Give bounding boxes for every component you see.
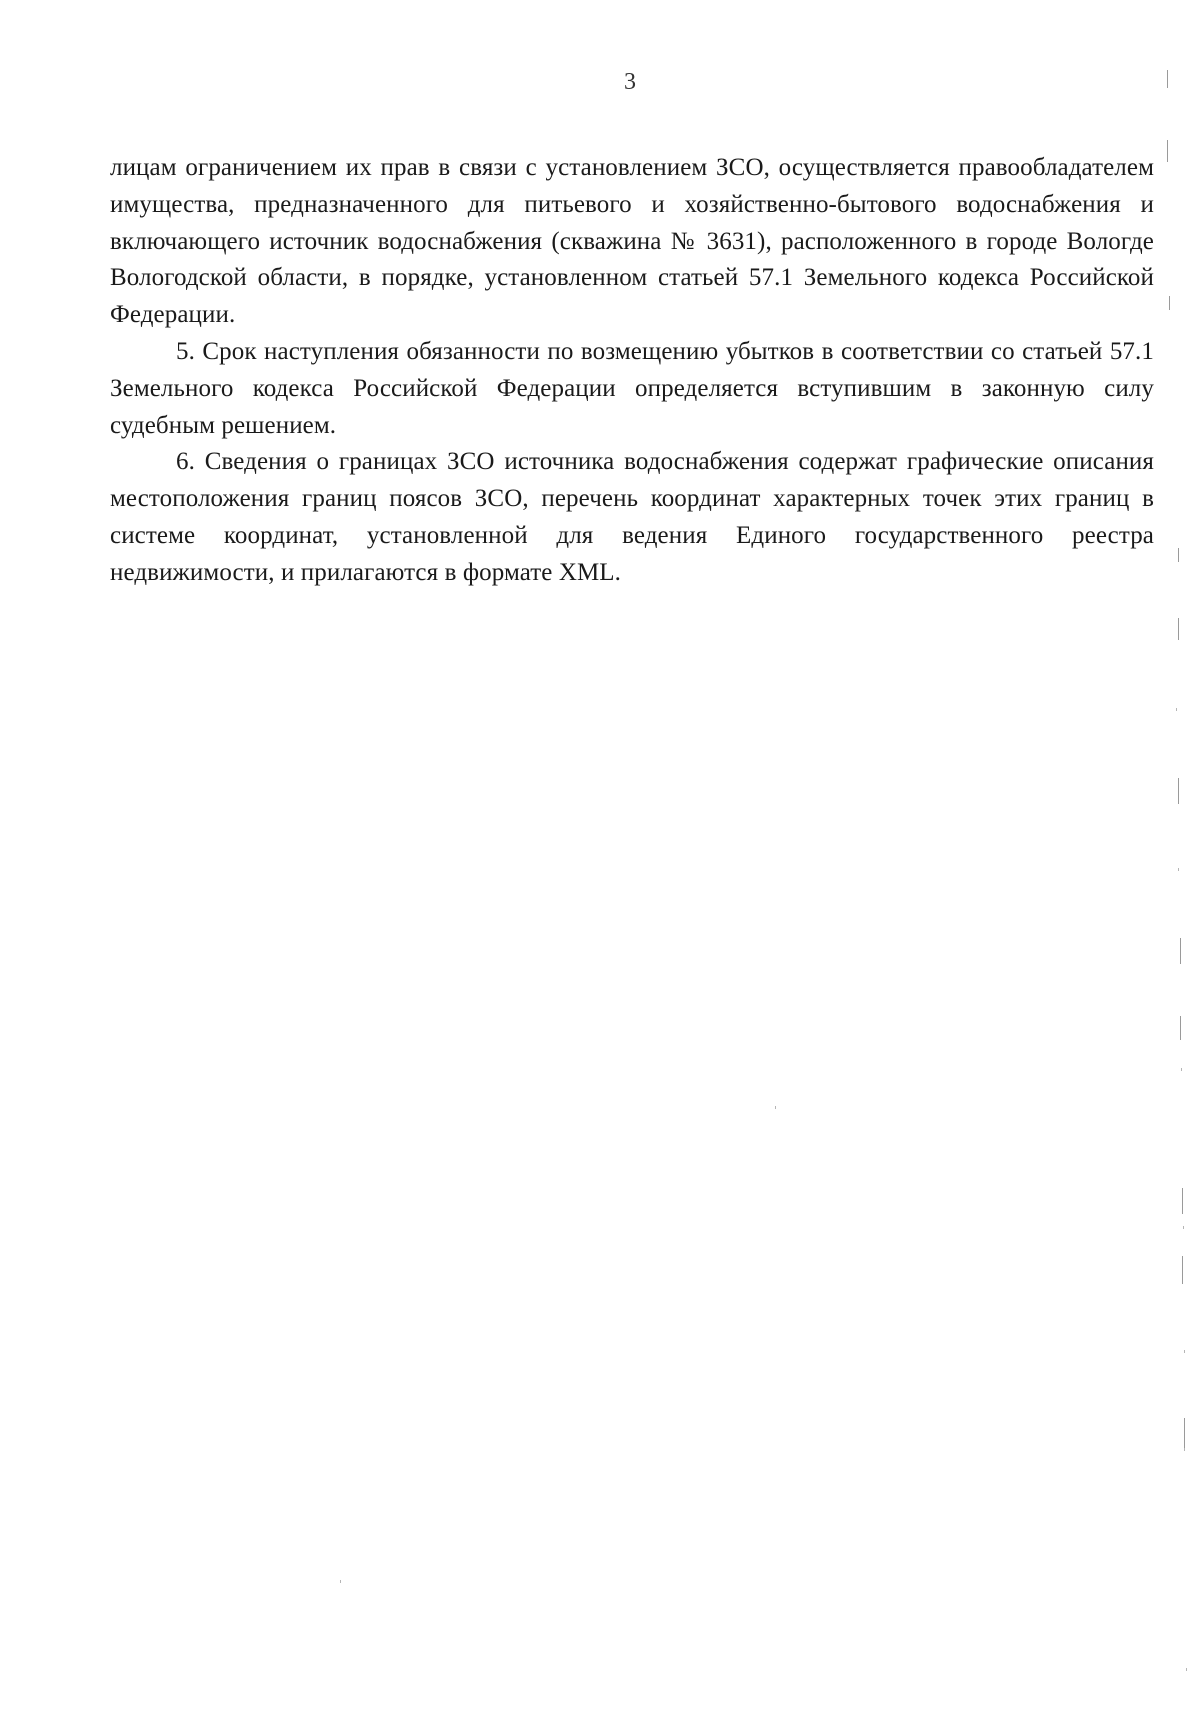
page-number: 3	[624, 69, 636, 95]
scan-mark	[1182, 1188, 1183, 1214]
scan-dot	[1181, 1068, 1182, 1071]
paragraph-continuation: лицам ограничением их прав в связи с установлением ЗСО, осуществляется правообладателем имущества, предназначенного для питьевого и хозяйственно-бытового водоснабжения и включающего источник водоснабжения (скважина № 3631), расположенного в городе Вологде Вологодской области, в порядке, установленном статьей 57.1 Земельного кодекса Российской Федерации.	[110, 154, 1154, 329]
scan-dot	[1183, 1226, 1184, 1229]
scan-dot	[1176, 708, 1177, 711]
scan-mark	[1167, 140, 1168, 162]
scan-mark	[1169, 296, 1170, 310]
scan-mark	[1178, 618, 1179, 640]
scan-mark	[1178, 548, 1179, 562]
scan-mark	[1180, 1016, 1181, 1040]
scan-mark	[1178, 778, 1179, 804]
paragraph-item-6: 6. Сведения о границах ЗСО источника водоснабжения содержат графические описания местоположения границ поясов ЗСО, перечень координат характерных точек этих границ в системе координат, установленной для ведения Единого государственного реестра недвижимости, и прилагаются в формате XML.	[110, 448, 1154, 586]
scan-dot	[1184, 1448, 1185, 1451]
scan-mark	[1167, 70, 1168, 88]
scan-dot	[775, 1106, 776, 1109]
scan-dot	[340, 1580, 341, 1583]
document-body	[110, 150, 1154, 592]
scan-dot	[1184, 1350, 1185, 1353]
scan-mark	[1180, 938, 1181, 964]
scan-dot	[1178, 868, 1179, 871]
scan-mark	[1182, 1256, 1183, 1284]
scan-mark	[1184, 1418, 1185, 1448]
scan-dot	[1186, 1668, 1187, 1671]
paragraph-item-5: 5. Срок наступления обязанности по возмещению убытков в соответствии со статьей 57.1 Земельного кодекса Российской Федерации определяется вступившим в законную силу судебным решением.	[110, 337, 1154, 439]
